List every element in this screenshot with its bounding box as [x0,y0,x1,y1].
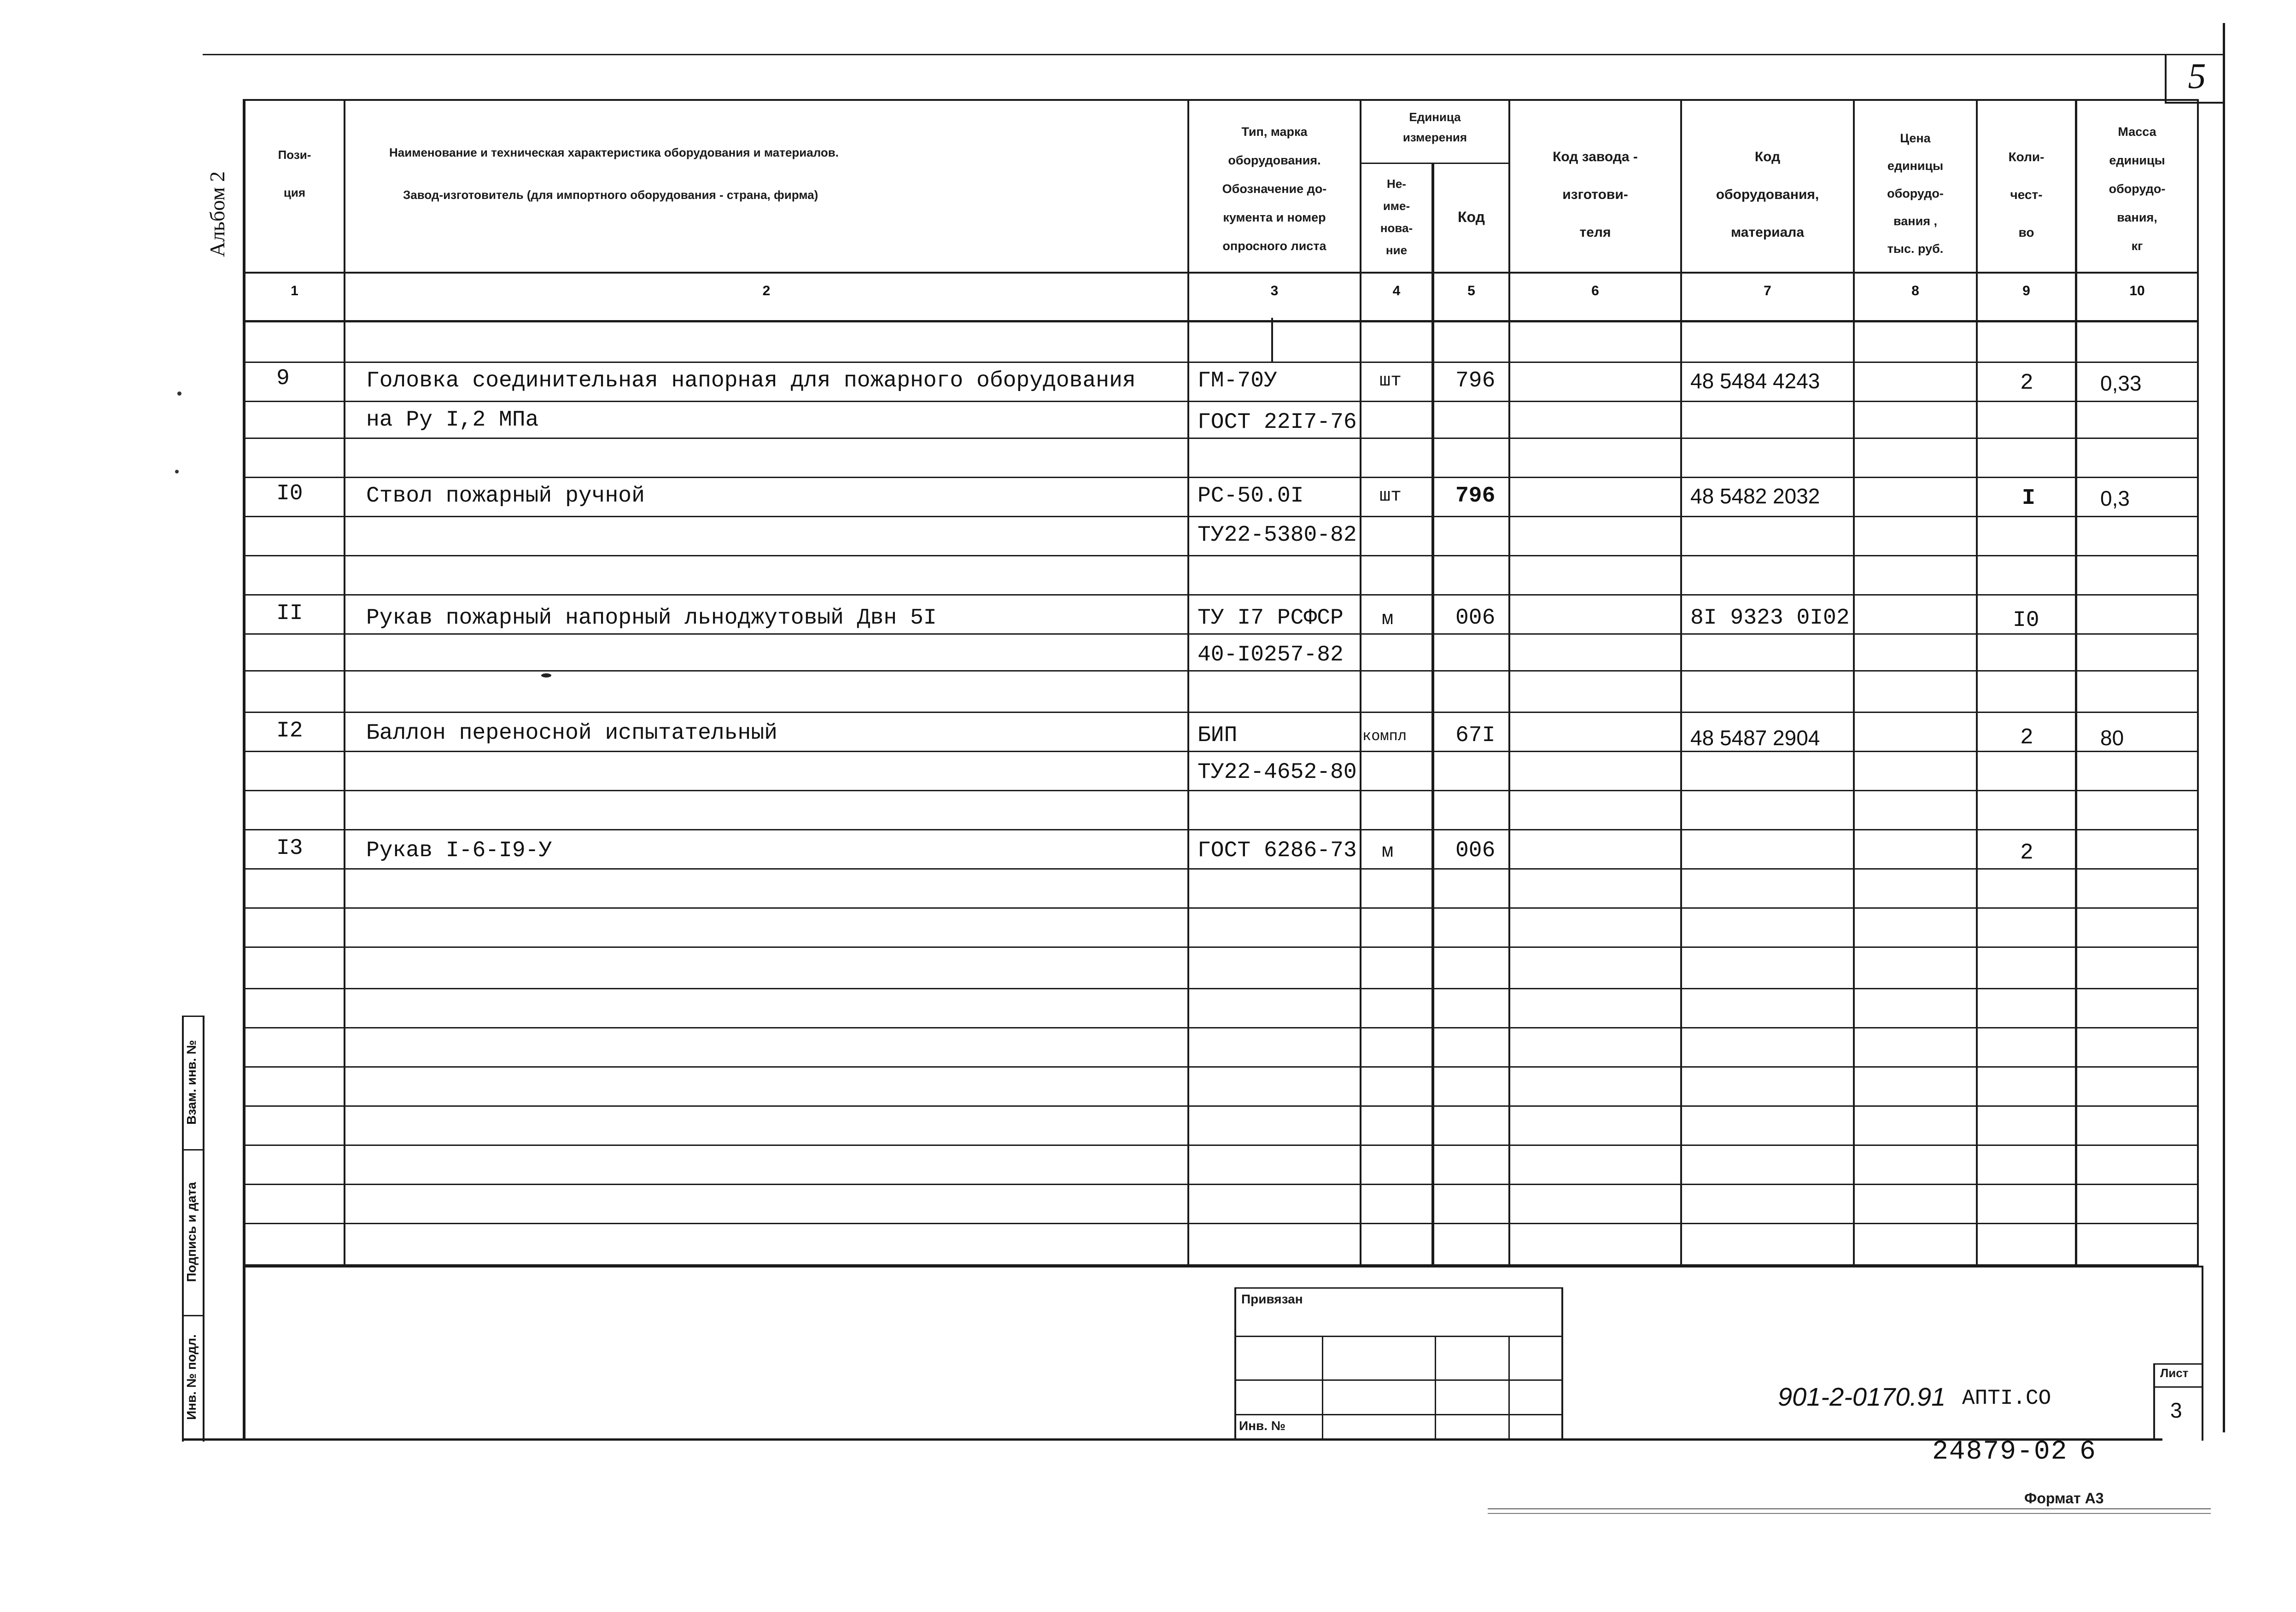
table-row-name: Ствол пожарный ручной [366,484,645,508]
header-type-line3: Обозначение до- [1222,182,1327,196]
table-row-unit: компл [1362,728,1407,745]
header-price-line2: единицы [1887,159,1944,173]
archive-number: 24879-02 [1932,1437,2068,1467]
header-unit-name-line3: нова- [1380,221,1413,235]
table-row-mass: 0,33 [2100,371,2142,395]
table-row-unit: шт [1379,371,1402,391]
header-price-line3: оборудо- [1887,187,1944,200]
table-row-qty: 2 [2020,841,2033,865]
column-number-5: 5 [1467,283,1475,298]
header-position-line2: ция [283,186,306,199]
header-code-line1: Код [1754,149,1781,164]
table-row-qty: I0 [2013,608,2039,633]
table-row-type: БИП [1198,723,1238,748]
inv-number-label: Инв. № [1239,1419,1286,1433]
column-number-3: 3 [1270,283,1279,298]
table-row-type: 40-I0257-82 [1198,642,1344,667]
stamp-original-inv: Инв. № подл. [184,1334,199,1420]
table-row-equip-code: 48 5482 2032 [1690,484,1820,508]
table-row-unit: м [1382,841,1394,863]
table-row-unit-code: 006 [1455,838,1496,863]
table-row-type: ГОСТ 22I7-76 [1198,410,1357,435]
sheet-number: 3 [2170,1398,2182,1422]
page-number: 5 [2188,56,2206,96]
table-row-type: ТУ22-4652-80 [1198,760,1357,785]
column-number-2: 2 [762,283,771,298]
header-mass-line4: вания, [2117,210,2157,224]
table-row-equip-code: 48 5484 4243 [1690,369,1820,393]
header-unit-name-line1: Не- [1387,177,1406,191]
header-mass-line2: единицы [2109,153,2165,167]
table-row-qty: 2 [2020,725,2033,750]
column-number-9: 9 [2022,283,2030,298]
table-row-equip-code: 8I 9323 0I02 [1690,606,1850,631]
table-row-pos: II [276,601,303,626]
header-type-line4: кумента и номер [1223,210,1326,224]
table-row-type: ГМ-70У [1198,368,1277,393]
scan-dot [177,391,181,396]
sheet-label: Лист [2160,1366,2189,1380]
table-row-pos: I3 [276,836,303,861]
table-row-unit-code: 796 [1455,484,1496,508]
table-row-name: Рукав пожарный напорный льноджутовый Двн 5I [366,606,937,631]
header-type-line2: оборудования. [1228,153,1321,167]
header-unit-line2: измерения [1402,130,1467,144]
header-mass-line1: Масса [2118,125,2156,139]
table-row-pos: 9 [276,366,290,391]
table-row-type: ГОСТ 6286-73 [1198,838,1357,863]
table-row-pos: I2 [276,718,303,743]
archive-suffix: 6 [2080,1437,2096,1467]
header-price-line1: Цена [1900,131,1931,145]
table-row-name: на Ру I,2 МПа [366,408,539,432]
stamp-signature-date: Подпись и дата [184,1182,199,1282]
header-maker-line3: теля [1579,225,1611,240]
header-mass-line5: кг [2131,239,2143,253]
header-code-line2: оборудования, [1716,187,1819,202]
header-name-line1: Наименование и техническая характеристика оборудования и материалов. [389,146,839,159]
table-row-unit: м [1382,608,1394,630]
stamp-replacement-inv: Взам. инв. № [184,1040,199,1125]
column-number-4: 4 [1392,283,1401,298]
table-row-mass: 80 [2100,726,2124,750]
table-row-unit-code: 796 [1455,368,1496,393]
table-row-pos: I0 [276,481,303,506]
header-maker-line1: Код завода - [1553,149,1638,164]
table-row-name: Баллон переносной испытательный [366,721,777,746]
scan-dot [175,470,179,473]
header-mass-line3: оборудо- [2109,182,2166,196]
column-number-1: 1 [291,283,298,298]
header-qty-line2: чест- [2010,187,2043,202]
table-row-unit-code: 67I [1455,723,1496,748]
privyazan-label: Привязан [1241,1292,1303,1306]
document-number: 901-2-0170.91 [1778,1382,1946,1411]
header-unit-name-line4: ние [1385,243,1408,257]
table-row-type: ТУ I7 РСФСР [1198,606,1344,631]
scan-dot [541,673,551,678]
paper-format: Формат А3 [2024,1490,2104,1507]
header-position-line1: Пози- [278,148,311,162]
header-maker-line2: изготови- [1562,187,1628,202]
header-code-line3: материала [1730,225,1805,240]
header-name-line2: Завод-изготовитель (для импортного оборудования - страна, фирма) [403,188,818,202]
table-row-unit-code: 006 [1455,606,1496,631]
header-price-line4: вания , [1893,214,1937,228]
column-number-8: 8 [1911,283,1919,298]
header-type-line1: Тип, марка [1241,125,1308,139]
table-row-unit: шт [1379,486,1402,507]
table-row-type: ТУ22-5380-82 [1198,523,1357,548]
table-row-qty: I [2022,486,2035,511]
column-number-10: 10 [2129,283,2145,298]
column-number-7: 7 [1764,283,1771,298]
header-price-line5: тыс. руб. [1887,242,1944,256]
table-row-qty: 2 [2020,371,2033,396]
document-code: АПТI.СО [1962,1386,2051,1410]
column-number-6: 6 [1591,283,1599,298]
table-row-mass: 0,3 [2100,486,2130,510]
album-label: Альбом 2 [205,171,229,257]
header-type-line5: опросного листа [1222,239,1326,253]
table-row-name: Рукав I-6-I9-У [366,838,552,863]
header-qty-line1: Коли- [2008,150,2045,164]
header-qty-line3: во [2018,225,2034,239]
table-row-name: Головка соединительная напорная для пожарного оборудования [366,368,1136,393]
header-unit-line1: Единица [1409,110,1461,124]
header-unit-code: Код [1458,209,1485,225]
header-unit-name-line2: име- [1383,199,1410,213]
table-row-type: РС-50.0I [1198,484,1304,508]
table-row-equip-code: 48 5487 2904 [1690,726,1820,750]
